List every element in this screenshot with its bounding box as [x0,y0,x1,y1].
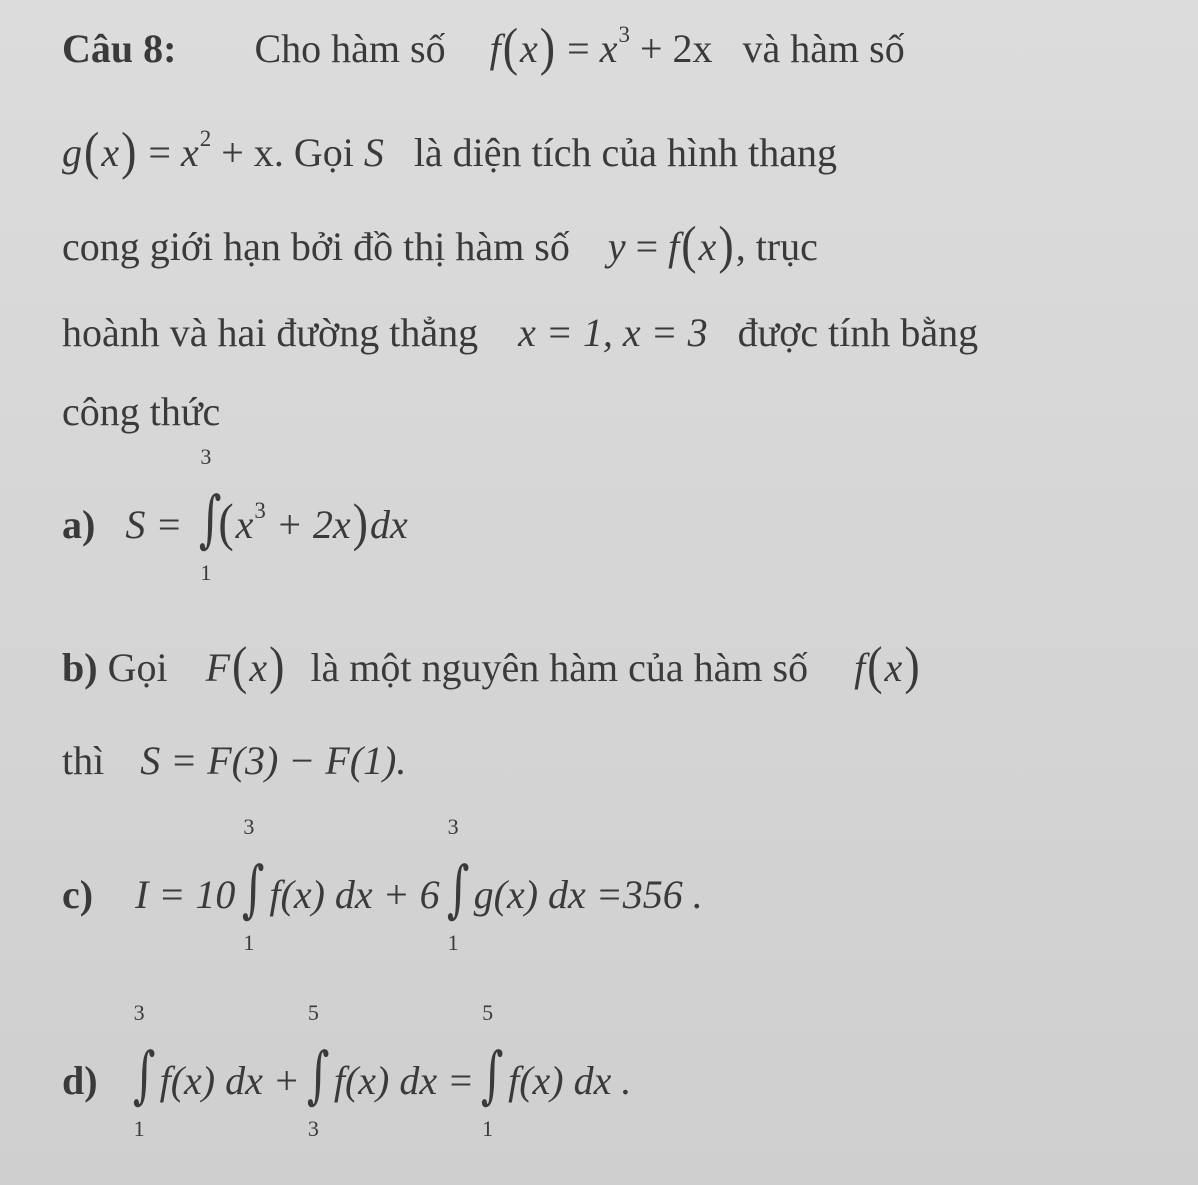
lower-limit: 3 [307,1116,319,1141]
x-var: x [101,130,120,175]
x-base: x [235,502,254,547]
upper-limit: 3 [200,444,212,469]
lower-limit: 1 [447,930,459,955]
integral-sign: ∫ 3 1 [199,444,222,585]
x-base: x [180,130,199,175]
f-symbol: f [668,224,680,269]
integral-sign-2: ∫ 3 1 [446,814,470,955]
term-3: f(x) dx . [508,1058,632,1103]
F-symbol: F [205,645,231,690]
lines-text: hoành và hai đường thẳng [62,310,479,355]
term-1: f(x) dx + [159,1058,300,1103]
integrand-tail: + 2x [275,502,351,547]
exponent: 3 [254,498,266,523]
intro-text: Cho hàm số [254,26,446,71]
x-var: x [520,26,538,71]
integral-sign-1: ∫ 3 1 [242,814,265,955]
question-line-3: cong giới hạn bởi đồ thị hàm số y = f(x), trục [62,215,818,274]
f-rhs-tail: + 2x [639,26,713,71]
i-equals: I = 10 [135,872,236,917]
upper-limit: 5 [307,1000,319,1025]
equals: = [635,224,659,269]
antiderivative-text: là một nguyên hàm của hàm số [310,645,809,690]
bounds-condition: x = 1, x = 3 [518,310,708,355]
option-a: a) S = ∫ 3 1 $(x^3 + 2x)dx$ [62,444,408,585]
term-2: f(x) dx = [333,1058,475,1103]
equals: = [567,26,590,71]
then-text: thì [62,738,105,783]
and-function-text: và hàm số [742,26,905,71]
option-b-line-2 [62,738,407,783]
area-text: là diện tích của hình thang [413,130,838,175]
computed-text: được tính bằng [737,310,979,355]
x-var: x [698,224,717,269]
y-var: y [607,224,626,269]
option-a-label: a) [62,502,96,547]
term-2: g(x) dx =356 . [473,872,703,917]
call-text: . Gọi [273,130,354,175]
option-b: b) Gọi F(x) là một nguyên hàm của hàm số f(x) [62,636,920,695]
f-symbol: f [854,645,866,690]
lower-limit: 1 [200,560,212,585]
option-c-label: c) [62,872,94,917]
upper-limit: 3 [133,1000,145,1025]
integral-sign-2: ∫ 5 3 [306,1000,330,1141]
s-equals: S = [125,502,183,547]
option-d [62,1000,632,1141]
option-b-formula: S = F(3) − F(1). [140,738,407,783]
call-text: Gọi [107,645,168,690]
exponent: 2 [199,126,212,151]
lower-limit: 1 [243,930,255,955]
formula-text: công thức [62,389,221,434]
s-symbol: S [363,130,384,175]
integral-sign-3: ∫ 5 1 [480,1000,504,1141]
axis-text: , trục [735,224,818,269]
option-b-label: b) [62,645,98,690]
upper-limit: 3 [243,814,255,839]
f-symbol: f [489,26,501,71]
exponent: 3 [618,22,630,47]
upper-limit: 5 [482,1000,494,1025]
dx: dx [370,502,408,547]
option-c [62,814,703,955]
g-rhs-tail: + x [221,130,274,175]
upper-limit: 3 [447,814,459,839]
question-line-1: Câu 8: Cho hàm số $f(x) = x^3 + 2x$ và hàm số [62,17,905,76]
lower-limit: 1 [482,1116,494,1141]
term-1: f(x) dx + 6 [269,872,440,917]
equals: = [148,130,171,175]
x-var: x [249,645,268,690]
question-line-5 [62,389,221,434]
question-line-4 [62,310,979,355]
option-d-label: d) [62,1058,98,1103]
x-var: x [884,645,903,690]
g-symbol: g [62,130,82,175]
question-line-2: $g(x) = x^2 + x$. Gọi S là diện tích của hình thang [62,121,838,180]
integral-sign-1: ∫ 3 1 [132,1000,156,1141]
x-base: x [599,26,618,71]
curve-text: cong giới hạn bởi đồ thị hàm số [62,224,570,269]
lower-limit: 1 [133,1116,145,1141]
question-label: Câu 8: [62,26,177,71]
